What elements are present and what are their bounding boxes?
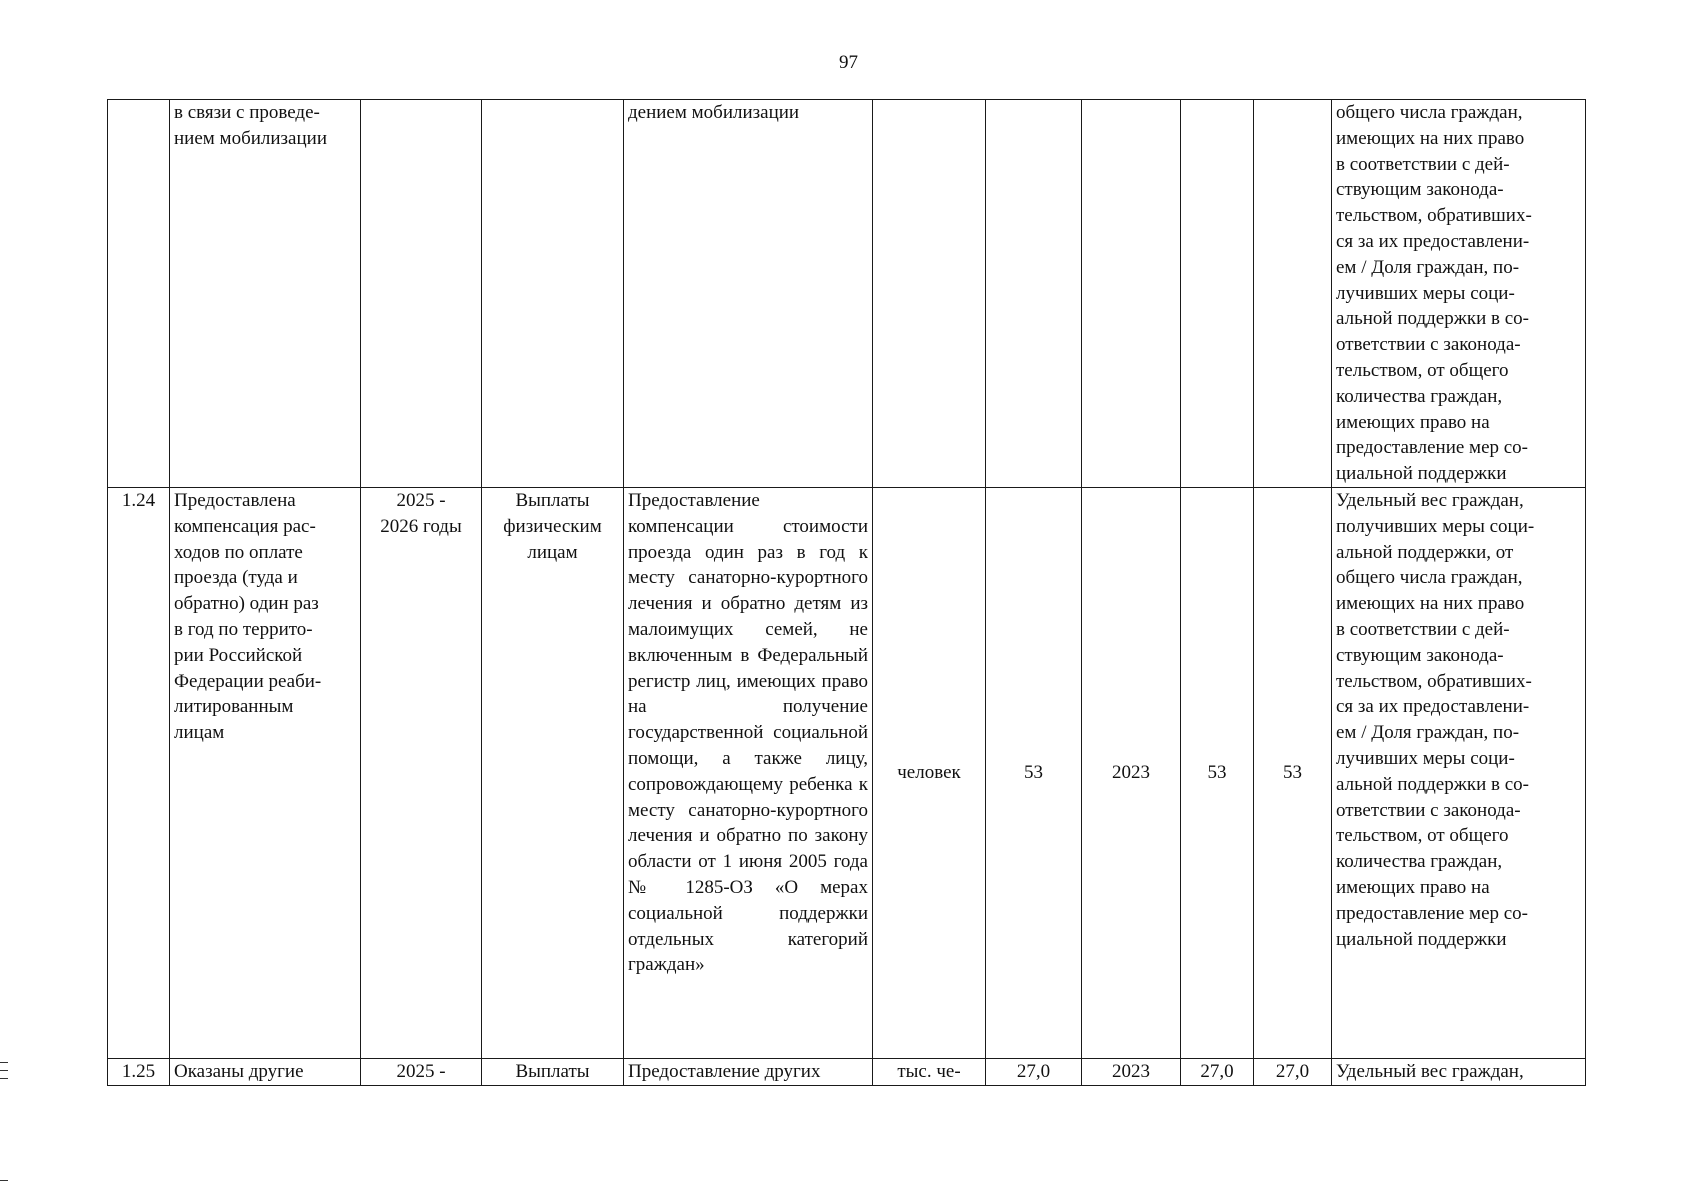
scan-margin-mark xyxy=(0,1070,8,1071)
base-year-cell: 2023 xyxy=(1082,487,1181,1058)
description-cell: Предоставление других xyxy=(624,1058,873,1085)
indicator-cell: Удельный вес граждан, получивших меры соци- альной поддержки, от общего числа граждан, имеющих на них право в соответствии с дей- ствующим законода- тельством, обративших- ся за их предоставлени- ем / Доля граждан, по- лучивших меры соци- альной поддержки в со- ответствии с законода- тельством, от общего количества граждан, имеющих право на предоставление мер со- циальной поддержки xyxy=(1332,487,1586,1058)
value-2025-cell: 53 xyxy=(1181,487,1254,1058)
result-cell: в связи с проведе- нием мобилизации xyxy=(170,100,361,488)
description-cell: дением мобилизации xyxy=(624,100,873,488)
row-number: 1.25 xyxy=(108,1058,170,1085)
value-2026-cell xyxy=(1254,100,1332,488)
base-year-cell xyxy=(1082,100,1181,488)
description-cell: Предоставление компенсации стоимости проезда один раз в год к месту санаторно-курортного лечения и обратно детям из малоимущих семей, не включенным в Федеральный регистр лиц, имеющих право на получение государственной социальной помощи, а также лицу, сопровождающему ребенка к месту санаторно-курортного лечения и обратно по закону области от 1 июня 2005 года № 1285-ОЗ «О мерах социальной поддержки отдельных категорий граждан» xyxy=(624,487,873,1058)
scan-margin-mark xyxy=(0,1078,8,1079)
value-2026-cell: 27,0 xyxy=(1254,1058,1332,1085)
page-number: 97 xyxy=(839,52,858,73)
scan-margin-mark xyxy=(0,1062,8,1063)
value-cell: 53 xyxy=(986,487,1082,1058)
period-cell xyxy=(361,100,482,488)
scan-margin-mark xyxy=(0,1180,8,1181)
indicator-cell: общего числа граждан, имеющих на них право в соответствии с дей- ствующим законода- тельством, обративших- ся за их предоставлени- ем / Доля граждан, по- лучивших меры соци- альной поддержки в со- ответствии с законода- тельством, от общего количества граждан, имеющих право на предоставление мер со- циальной поддержки xyxy=(1332,100,1586,488)
unit-cell xyxy=(873,100,986,488)
value-cell: 27,0 xyxy=(986,1058,1082,1085)
table-row xyxy=(108,100,1586,488)
result-cell: Оказаны другие xyxy=(170,1058,361,1085)
result-cell: Предоставлена компенсация рас- ходов по оплате проезда (туда и обратно) один раз в год по террито- рии Российской Федерации реаби- литированным лицам xyxy=(170,487,361,1058)
period-cell: 2025 - xyxy=(361,1058,482,1085)
table-row xyxy=(108,1058,1586,1085)
period-cell: 2025 - 2026 годы xyxy=(361,487,482,1058)
indicator-cell: Удельный вес граждан, xyxy=(1332,1058,1586,1085)
type-cell: Выплаты xyxy=(482,1058,624,1085)
value-cell xyxy=(986,100,1082,488)
value-2026-cell: 53 xyxy=(1254,487,1332,1058)
unit-cell: человек xyxy=(873,487,986,1058)
type-cell: Выплаты физическим лицам xyxy=(482,487,624,1058)
row-number: 1.24 xyxy=(108,487,170,1058)
table-row xyxy=(108,487,1586,1058)
row-number xyxy=(108,100,170,488)
measures-table xyxy=(107,99,1586,1086)
type-cell xyxy=(482,100,624,488)
base-year-cell: 2023 xyxy=(1082,1058,1181,1085)
value-2025-cell xyxy=(1181,100,1254,488)
unit-cell: тыс. че- xyxy=(873,1058,986,1085)
value-2025-cell: 27,0 xyxy=(1181,1058,1254,1085)
